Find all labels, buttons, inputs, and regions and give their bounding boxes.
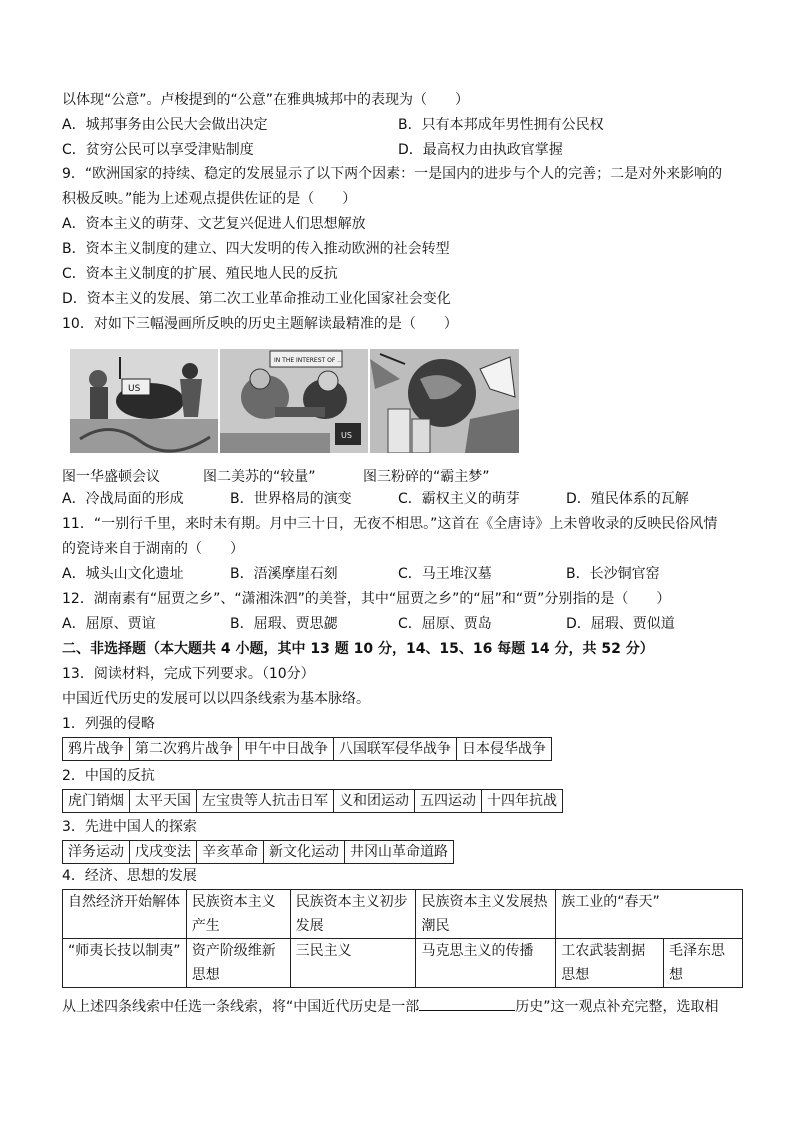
clue1-chain <box>62 737 552 761</box>
q8-stem-tail: 以体现“公意”。卢梭提到的“公意”在雅典城邦中的表现为（ ） <box>62 92 470 108</box>
q8-option-d: D．最高权力由执政官掌握 <box>398 142 563 158</box>
q13-intro: 中国近代历史的发展可以以四条线索为基本脉络。 <box>62 691 370 707</box>
q9-stem-line1: 9．“欧洲国家的持续、稳定的发展显示了以下两个因素：一是国内的进步与个人的完善；二是对外来影响的 <box>62 166 723 182</box>
q10-option-b: B．世界格局的演变 <box>230 491 352 507</box>
clue4-title: 4．经济、思想的发展 <box>62 868 197 884</box>
clue2-item: 十四年抗战 <box>482 789 563 813</box>
clue2-item: 太平天国 <box>130 789 197 813</box>
clue2-chain <box>62 789 563 813</box>
cartoon-washington-conference <box>70 349 218 453</box>
clue3-item: 洋务运动 <box>62 840 130 864</box>
q11-option-a: A．城头山文化遗址 <box>62 566 184 582</box>
q11-stem-line2: 的瓷诗来自于湖南的（ ） <box>62 541 244 557</box>
q8-option-b: B．只有本邦成年男性拥有公民权 <box>398 117 604 133</box>
q10-caption-2: 图二美苏的“较量” <box>203 469 316 485</box>
q11-option-d: B．长沙铜官窑 <box>566 566 660 582</box>
section2-title: 二、非选择题（本大题共 4 小题，其中 13 题 10 分，14、15、16 每题 14 分，共 52 分） <box>62 641 654 657</box>
q9-option-c: C．资本主义制度的扩展、殖民地人民的反抗 <box>62 266 338 282</box>
q12-option-b: B．屈瑕、贾思勰 <box>230 616 338 632</box>
q12-stem: 12．湖南素有“屈贾之乡”、“潇湘洙泗”的美誉，其中“屈贾之乡”的“屈”和“贾”分别指的是（ ） <box>62 591 671 607</box>
q10-option-a: A．冷战局面的形成 <box>62 491 184 507</box>
clue2-title: 2．中国的反抗 <box>62 768 155 784</box>
clue1-item: 甲午中日战争 <box>239 737 334 761</box>
q10-stem: 10．对如下三幅漫画所反映的历史主题解读最精准的是（ ） <box>62 316 458 332</box>
q10-cartoon-strip <box>70 349 519 453</box>
q9-option-b: B．资本主义制度的建立、四大发明的传入推动欧洲的社会转型 <box>62 241 450 257</box>
cartoon-us-soviet-contest <box>220 349 368 453</box>
svg-text:US: US <box>341 431 352 440</box>
clue1-item: 八国联军侵华战争 <box>334 737 457 761</box>
q13-task <box>62 996 719 1016</box>
table-cell: “师夷长技以制夷” <box>63 939 187 988</box>
clue1-item: 日本侵华战争 <box>457 737 552 761</box>
q13-task-after: 历史”这一观点补充完整，选取相 <box>515 999 719 1015</box>
clue2-item: 虎门销烟 <box>62 789 130 813</box>
q12-option-a: A．屈原、贾谊 <box>62 616 156 632</box>
svg-text:IN THE INTEREST OF ...: IN THE INTEREST OF ... <box>274 357 343 364</box>
clue4-table <box>62 889 743 988</box>
table-row <box>63 939 743 988</box>
clue3-item: 井冈山革命道路 <box>345 840 454 864</box>
q8-option-a: A．城邦事务由公民大会做出决定 <box>62 117 268 133</box>
q11-stem-line1: 11．“一别行千里，来时未有期。月中三十日，无夜不相思。”这首在《全唐诗》上未曾收录的反映民俗风情 <box>62 516 718 532</box>
q10-option-c: C．霸权主义的萌芽 <box>398 491 520 507</box>
table-cell: 工农武装割据思想 <box>556 939 664 988</box>
q11-option-b: B．浯溪摩崖石刻 <box>230 566 338 582</box>
table-cell: 民族资本主义发展热潮民 <box>416 890 556 939</box>
clue2-item: 左宝贵等人抗击日军 <box>197 789 334 813</box>
clue1-item: 第二次鸦片战争 <box>130 737 239 761</box>
table-cell: 三民主义 <box>290 939 416 988</box>
clue2-item: 五四运动 <box>415 789 482 813</box>
clue1-item: 鸦片战争 <box>62 737 130 761</box>
table-cell: 自然经济开始解体 <box>63 890 187 939</box>
q8-option-c: C．贫穷公民可以享受津贴制度 <box>62 142 254 158</box>
table-row <box>63 890 743 939</box>
table-cell: 族工业的“春天” <box>556 890 743 939</box>
q12-option-c: C．屈原、贾岛 <box>398 616 492 632</box>
q13-stem: 13．阅读材料，完成下列要求。（10分） <box>62 666 315 682</box>
q11-option-c: C．马王堆汉墓 <box>398 566 492 582</box>
answer-blank[interactable] <box>419 996 515 1011</box>
q12-option-d: D．屈瑕、贾似道 <box>566 616 675 632</box>
q10-caption-3: 图三粉碎的“霸主梦” <box>363 469 490 485</box>
table-cell: 资产阶级维新思想 <box>186 939 290 988</box>
q9-option-d: D．资本主义的发展、第二次工业革命推动工业化国家社会变化 <box>62 291 451 307</box>
q10-caption-1: 图一华盛顿会议 <box>62 469 160 485</box>
q13-task-before: 从上述四条线索中任选一条线索，将“中国近代历史是一部 <box>62 999 420 1015</box>
table-cell: 马克思主义的传播 <box>416 939 556 988</box>
q9-option-a: A．资本主义的萌芽、文艺复兴促进人们思想解放 <box>62 216 366 232</box>
clue3-item: 辛亥革命 <box>197 840 264 864</box>
q10-option-d: D．殖民体系的瓦解 <box>566 491 689 507</box>
clue3-chain <box>62 840 454 864</box>
table-cell: 民族资本主义产生 <box>186 890 290 939</box>
svg-text:US: US <box>128 384 141 394</box>
clue3-item: 新文化运动 <box>264 840 345 864</box>
clue1-title: 1．列强的侵略 <box>62 716 155 732</box>
table-cell: 民族资本主义初步发展 <box>290 890 416 939</box>
clue2-item: 义和团运动 <box>334 789 415 813</box>
clue3-item: 戊戌变法 <box>130 840 197 864</box>
clue3-title: 3．先进中国人的探索 <box>62 819 197 835</box>
cartoon-shattered-hegemony <box>370 349 519 453</box>
q9-stem-line2: 积极反映。”能为上述观点提供佐证的是（ ） <box>62 191 357 207</box>
table-cell: 毛泽东思想 <box>664 939 743 988</box>
